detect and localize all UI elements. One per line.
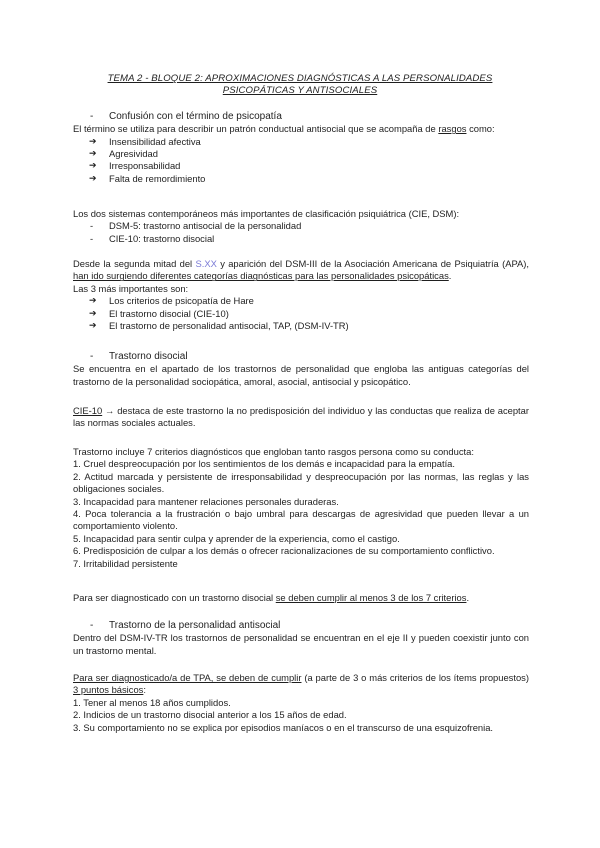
paragraph: Para ser diagnosticado/a de TPA, se deben de cumplir (a parte de 3 o más criterios de los ítems propuestos) 3 puntos básicos: bbox=[73, 672, 529, 696]
paragraph: Desde la segunda mitad del S.XX y aparición del DSM-III de la Asociación Americana de Psiquiatría (APA), han ido surgiendo diferentes categorías diagnósticas para las personalidades psicopáticas. bbox=[73, 258, 530, 282]
list-item: ➔ Los criterios de psicopatía de Hare bbox=[73, 295, 529, 307]
title-line-2: PSICOPÁTICAS Y ANTISOCIALES bbox=[222, 85, 378, 97]
section-heading: - Confusión con el término de psicopatía bbox=[73, 110, 529, 123]
section-heading: - Trastorno disocial bbox=[73, 350, 529, 363]
section-criterios bbox=[73, 446, 529, 570]
list-item: ➔ El trastorno de personalidad antisocial, TAP, (DSM-IV-TR) bbox=[73, 320, 529, 332]
list-item: 5. Incapacidad para sentir culpa y aprender de la experiencia, como el castigo. bbox=[73, 532, 400, 544]
list-item: ➔ Insensibilidad afectiva bbox=[73, 136, 529, 148]
paragraph: Para ser diagnosticado con un trastorno disocial se deben cumplir al menos 3 de los 7 criterios. bbox=[73, 592, 470, 603]
list-item: ➔ Irresponsabilidad bbox=[73, 160, 529, 172]
list-item: 2. Indicios de un trastorno disocial anterior a los 15 años de edad. bbox=[73, 709, 347, 721]
list-item: 3. Su comportamiento no se explica por episodios maníacos o en el transcurso de una esquizofrenia. bbox=[73, 721, 494, 733]
section-puntos-basicos bbox=[73, 672, 529, 734]
title-line-1: TEMA 2 - BLOQUE 2: APROXIMACIONES DIAGNÓSTICAS A LAS PERSONALIDADES bbox=[107, 73, 493, 84]
paragraph: Trastorno incluye 7 criterios diagnósticos que engloban tanto rasgos persona como su conducta: bbox=[73, 446, 474, 457]
list-item: 7. Irritabilidad persistente bbox=[73, 557, 178, 569]
list-item: 3. Incapacidad para mantener relaciones personales duraderas. bbox=[73, 495, 339, 507]
list-item: 6. Predisposición de culpar a los demás o ofrecer racionalizaciones de su comportamiento conflictivo. bbox=[73, 545, 495, 557]
list-item: 4. Poca tolerancia a la frustración o bajo umbral para descargas de agresividad que pueden llevar a un comportamiento violento. bbox=[73, 508, 529, 532]
paragraph: Las 3 más importantes son: bbox=[73, 282, 189, 294]
paragraph: CIE-10 → destaca de este trastorno la no predisposición del individuo y las conductas que realiza de aceptar las normas sociales actuales. bbox=[73, 405, 529, 429]
section-cie10 bbox=[73, 405, 529, 430]
list-item: - DSM-5: trastorno antisocial de la personalidad bbox=[73, 220, 529, 232]
list-item: ➔ Falta de remordimiento bbox=[73, 173, 529, 185]
list-item: 1. Tener al menos 18 años cumplidos. bbox=[73, 696, 231, 708]
list-item: ➔ El trastorno disocial (CIE-10) bbox=[73, 308, 529, 320]
paragraph: Se encuentra en el apartado de los trastornos de personalidad que engloba las antiguas categorías del trastorno de la personalidad sociopática, amoral, asocial, antisocial y psicopático. bbox=[73, 363, 529, 387]
section-categorias bbox=[73, 258, 529, 332]
list-item: - CIE-10: trastorno disocial bbox=[73, 233, 529, 245]
paragraph: Dentro del DSM-IV-TR los trastornos de personalidad se encuentran en el eje II y pueden coexistir junto con un trastorno mental. bbox=[73, 632, 529, 656]
list-item: 1. Cruel despreocupación por los sentimientos de los demás e incapacidad para la empatía. bbox=[73, 458, 455, 470]
section-sistemas bbox=[73, 208, 529, 245]
list-item: ➔ Agresividad bbox=[73, 148, 529, 160]
document-title bbox=[72, 73, 528, 98]
section-diagnostico-disocial bbox=[73, 592, 529, 604]
paragraph: Los dos sistemas contemporáneos más importantes de clasificación psiquiátrica (CIE, DSM): bbox=[73, 208, 460, 219]
section-heading: - Trastorno de la personalidad antisocial bbox=[73, 619, 529, 632]
section-trastorno-disocial bbox=[73, 350, 529, 388]
list-item: 2. Actitud marcada y persistente de irresponsabilidad y despreocupación por las normas, las reglas y las obligaciones sociales. bbox=[73, 470, 529, 495]
section-psicopatia bbox=[73, 110, 529, 185]
paragraph: El término se utiliza para describir un patrón conductual antisocial que se acompaña de rasgos como: bbox=[73, 123, 495, 135]
section-tpa bbox=[73, 619, 529, 657]
